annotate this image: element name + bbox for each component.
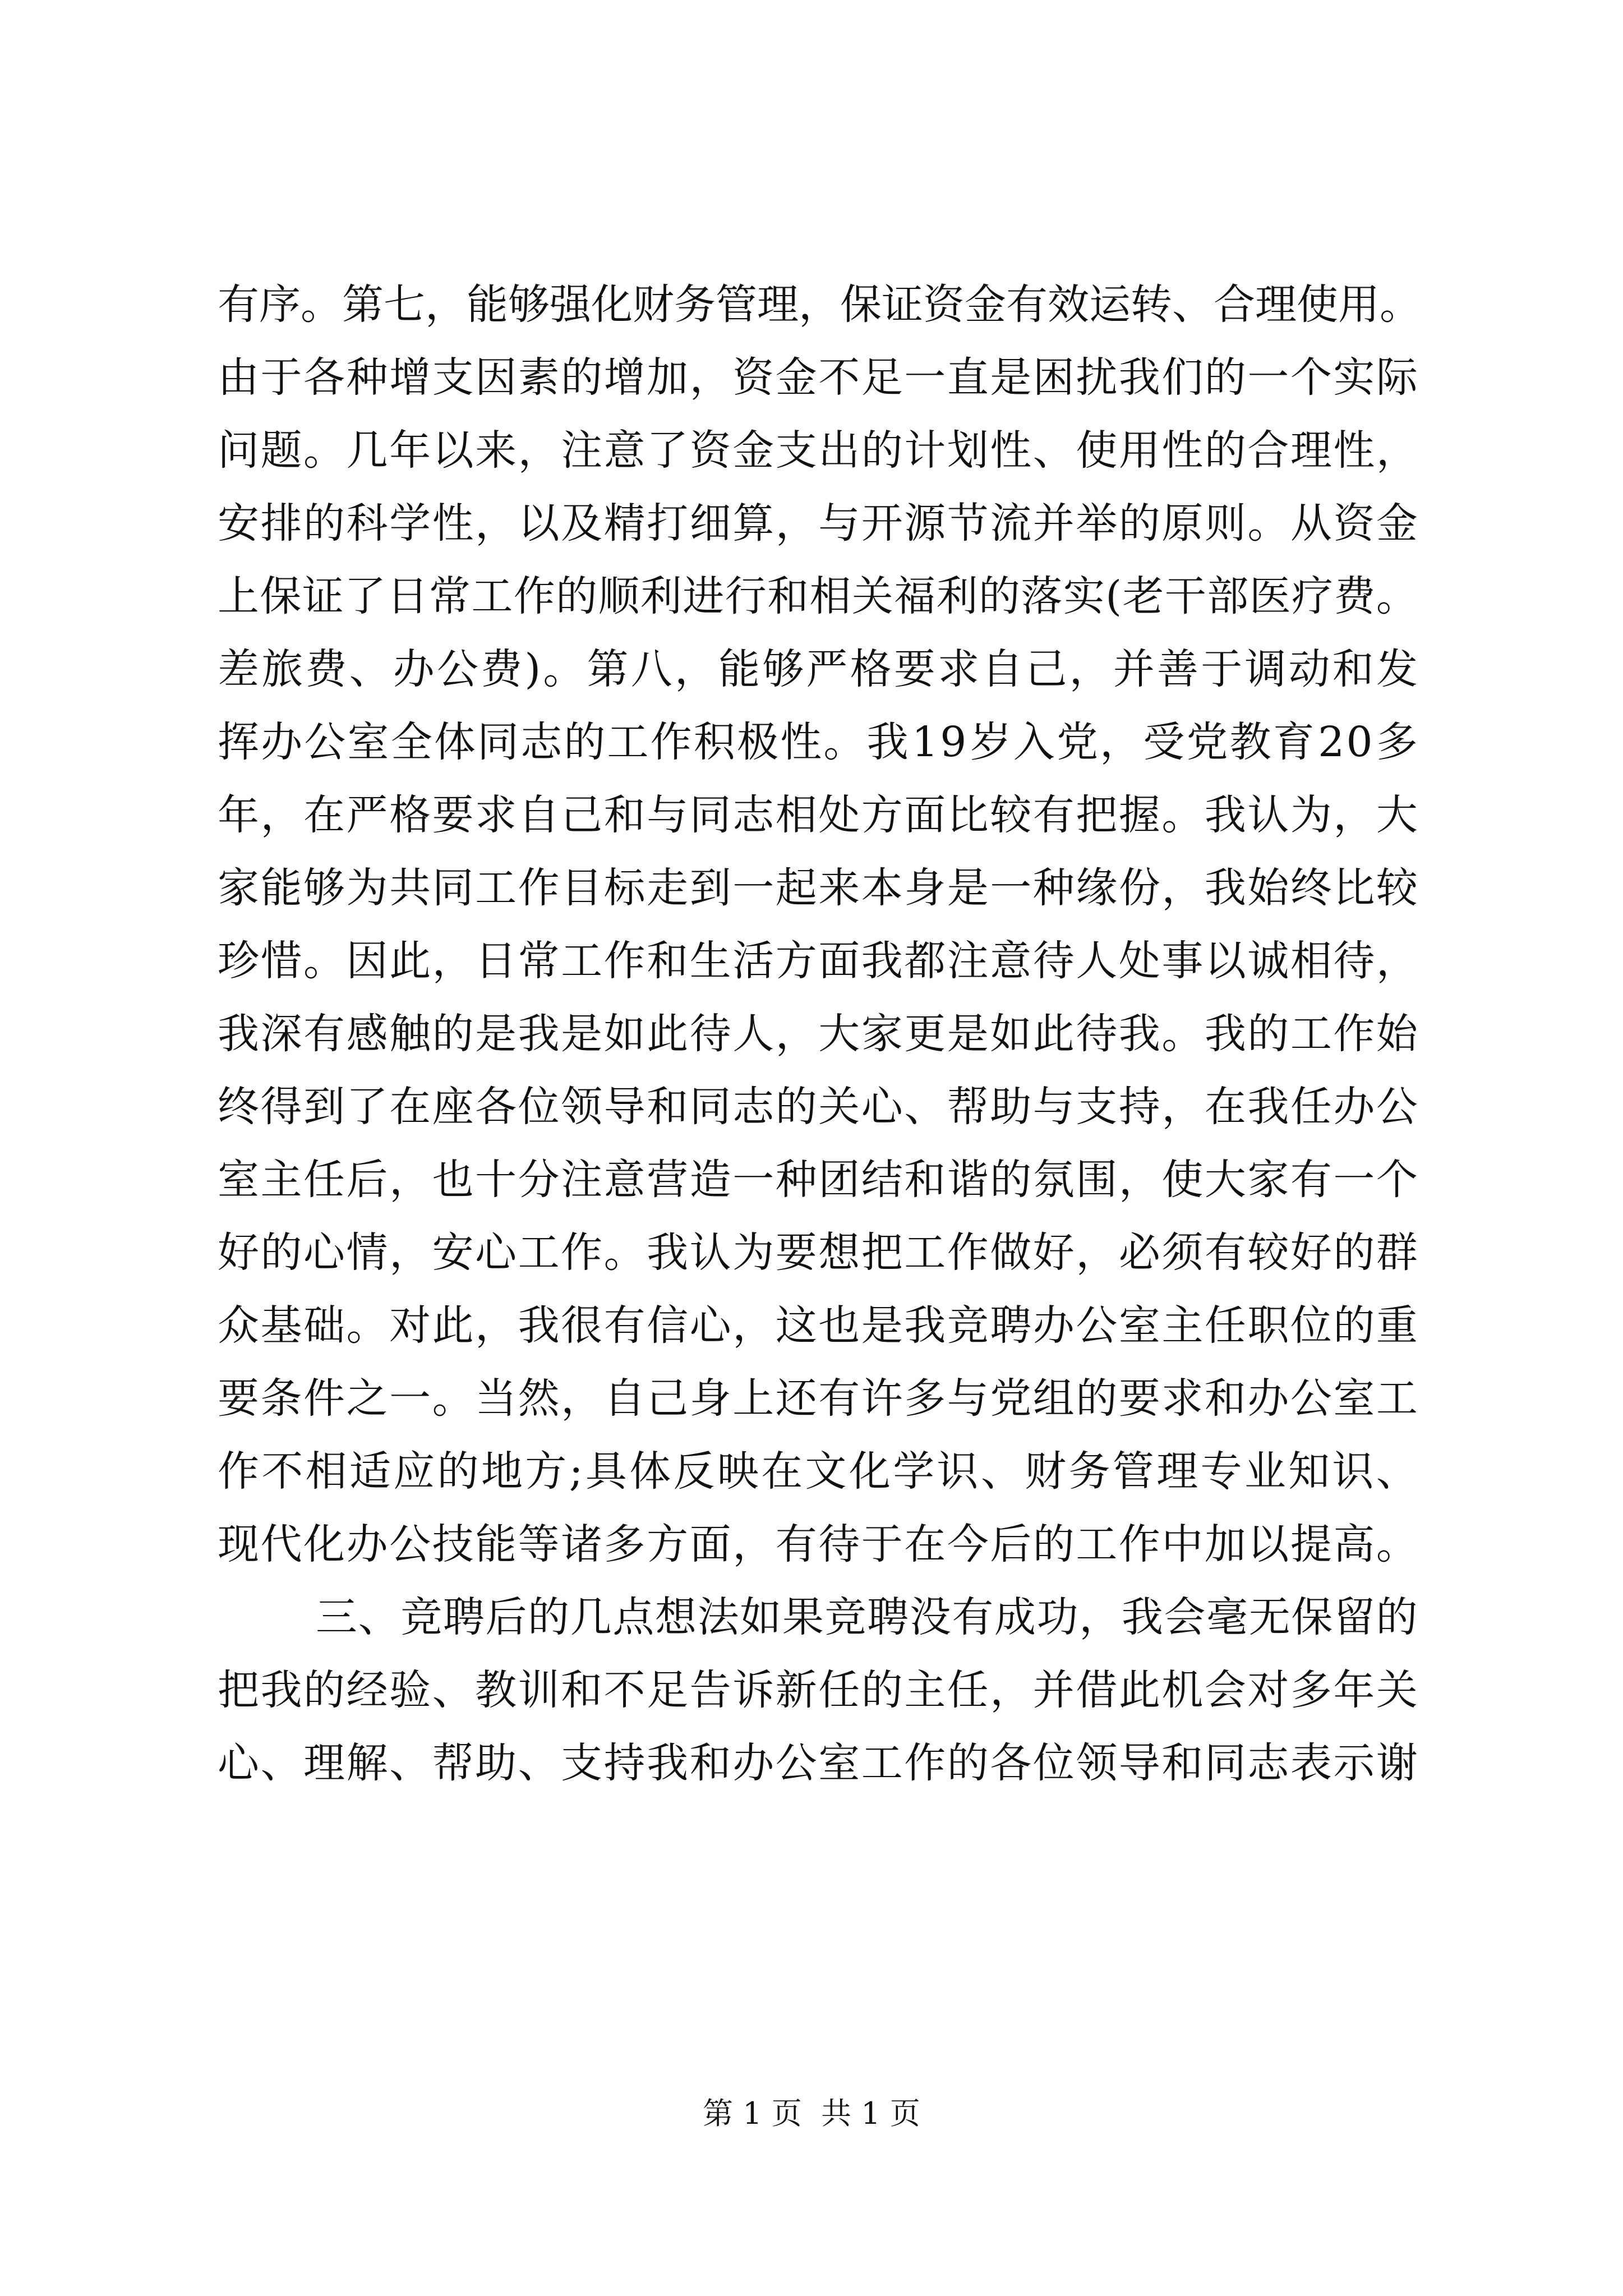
page-footer: 第 1 页 共 1 页 [703,2096,920,2131]
text-line: 众 基 础 。 对 此 ， 我 很 有 信 心 ， 这 也 是 我 竞 聘 办 公 室 主 任 职 位 的 重 [218,1301,1418,1350]
text-line: 珍 惜 。 因 此 ， 日 常 工 作 和 生 活 方 面 我 都 注 意 待 人 处 事 以 诚 相 待 ， [218,937,1418,985]
section-heading-line: 三 、 竞 聘 后 的 几 点 想 法 如 果 竞 聘 没 有 成 功 ， 我 会 毫 无 保 留 的 [316,1593,1418,1641]
text-line: 问 题 。 几 年 以 来 ， 注 意 了 资 金 支 出 的 计 划 性 、 使 用 性 的 合 理 性 ， [218,426,1418,475]
text-line: 有 序 。 第 七 ， 能 够 强 化 财 务 管 理 ， 保 证 资 金 有 效 运 转 、 合 理 使 用 。 [218,280,1421,329]
text-line: 挥 办 公 室 全 体 同 志 的 工 作 积 极 性 。 我 1 9 岁 入 党 ， 受 党 教 育 2 0 多 [218,718,1418,766]
text-line: 心 、 理 解 、 帮 助 、 支 持 我 和 办 公 室 工 作 的 各 位 领 导 和 同 志 表 示 谢 [218,1739,1418,1787]
text-line: 终 得 到 了 在 座 各 位 领 导 和 同 志 的 关 心 、 帮 助 与 支 持 ， 在 我 任 办 公 [218,1083,1418,1131]
text-line: 好 的 心 情 ， 安 心 工 作 。 我 认 为 要 想 把 工 作 做 好 ， 必 须 有 较 好 的 群 [218,1228,1418,1277]
text-line: 由 于 各 种 增 支 因 素 的 增 加 ， 资 金 不 足 一 直 是 困 扰 我 们 的 一 个 实 际 [218,353,1418,402]
text-line: 家 能 够 为 共 同 工 作 目 标 走 到 一 起 来 本 身 是 一 种 缘 份 ， 我 始 终 比 较 [218,864,1418,912]
text-line: 要 条 件 之 一 。 当 然 ， 自 己 身 上 还 有 许 多 与 党 组 的 要 求 和 办 公 室 工 [218,1374,1418,1423]
text-line: 把 我 的 经 验 、 教 训 和 不 足 告 诉 新 任 的 主 任 ， 并 借 此 机 会 对 多 年 关 [218,1666,1418,1714]
text-line: 年 ， 在 严 格 要 求 自 己 和 与 同 志 相 处 方 面 比 较 有 把 握 。 我 认 为 ， 大 [218,791,1418,839]
text-line: 现 代 化 办 公 技 能 等 诸 多 方 面 ， 有 待 于 在 今 后 的 工 作 中 加 以 提 高 。 [218,1520,1418,1568]
text-line: 作 不 相 适 应 的 地 方 ; 具 体 反 映 在 文 化 学 识 、 财 务 管 理 专 业 知 识 、 [218,1447,1418,1496]
body-text [218,268,1421,1800]
text-line: 安 排 的 科 学 性 ， 以 及 精 打 细 算 ， 与 开 源 节 流 并 举 的 原 则 。 从 资 金 [218,499,1418,547]
text-line: 我 深 有 感 触 的 是 我 是 如 此 待 人 ， 大 家 更 是 如 此 待 我 。 我 的 工 作 始 [218,1010,1418,1058]
text-line: 差 旅 费 、 办 公 费 ) 。 第 八 ， 能 够 严 格 要 求 自 己 ， 并 善 于 调 动 和 发 [218,645,1418,693]
text-line: 上 保 证 了 日 常 工 作 的 顺 利 进 行 和 相 关 福 利 的 落 实 ( 老 干 部 医 疗 费 。 [218,572,1418,620]
text-line: 室 主 任 后 ， 也 十 分 注 意 营 造 一 种 团 结 和 谐 的 氛 围 ， 使 大 家 有 一 个 [218,1156,1418,1204]
